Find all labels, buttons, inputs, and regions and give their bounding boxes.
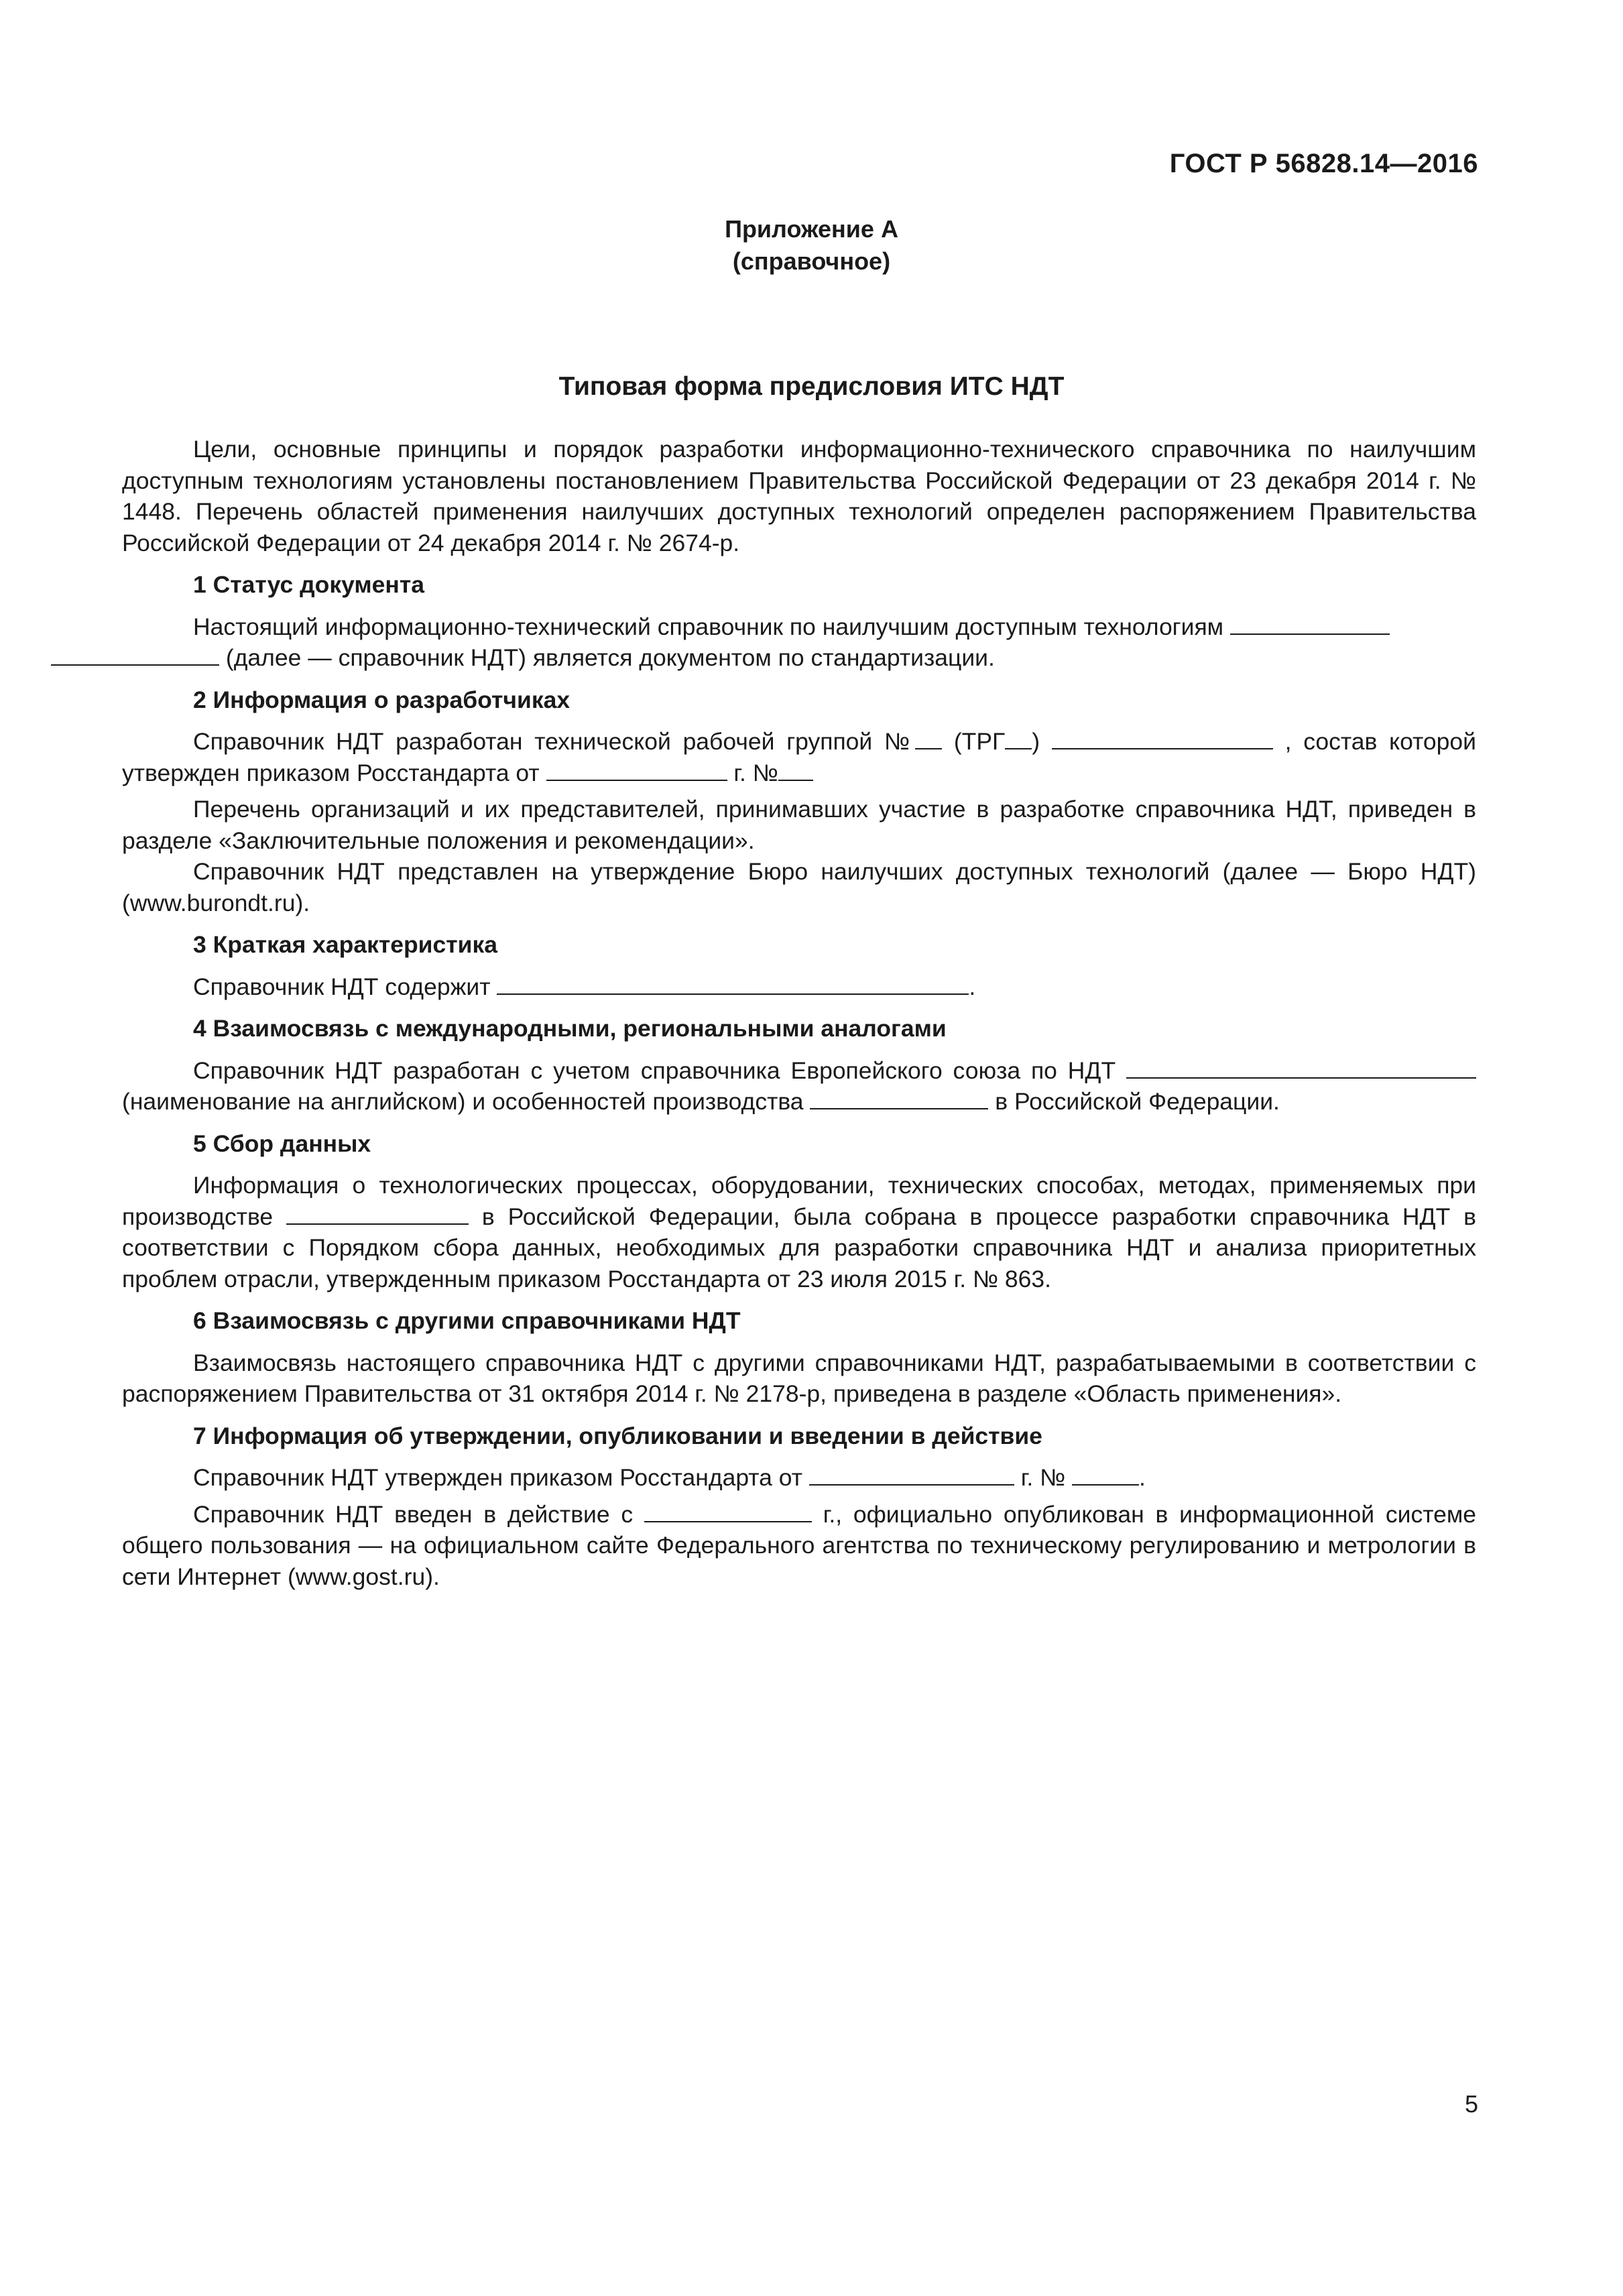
s5-text-b: в Российской Федерации, была собрана в процессе разработки справочника НДТ в соответствии с Порядком сбора данных, необходимых для разработки справочника НДТ и анализа приоритетных проблем отрасли, утвержденным приказом Росстандарта от 23 июля 2015 г. № 863.: [122, 1203, 1476, 1292]
section-3-heading: 3 Краткая характеристика: [193, 931, 497, 958]
s7-text-c: .: [1139, 1464, 1146, 1491]
section-7-paragraph-1: [122, 1462, 1476, 1494]
s4-text-c: в Российской Федерации.: [995, 1088, 1280, 1115]
blank-field: [51, 644, 219, 666]
section-1-paragraph: [122, 611, 1476, 674]
blank-field: [644, 1501, 812, 1522]
s1-text-b: [219, 644, 226, 671]
section-5-paragraph: [122, 1170, 1476, 1294]
s2-text-d: , состав которой утвержден приказом Росстандарта от: [122, 728, 1476, 786]
section-1-heading: 1 Статус документа: [193, 571, 424, 598]
s2-text-e: г. №: [733, 759, 778, 786]
s4-text-a: Справочник НДТ разработан с учетом справочника Европейского союза по НДТ: [193, 1056, 1116, 1084]
section-2-heading: 2 Информация о разработчиках: [193, 686, 570, 713]
blank-field: [1005, 728, 1032, 749]
standard-code: ГОСТ Р 56828.14—2016: [1169, 149, 1478, 178]
section-2-paragraph-3: Справочник НДТ представлен на утверждение Бюро наилучших доступных технологий (далее — Бюро НДТ) (www.burondt.ru).: [122, 858, 1476, 916]
s1-text-b-inner: (далее — справочник НДТ) является документом по стандартизации.: [225, 644, 995, 671]
s7-text-b: г. №: [1020, 1464, 1066, 1491]
blank-field: [1072, 1464, 1139, 1486]
document-body: [122, 434, 1476, 1592]
intro-paragraph: Цели, основные принципы и порядок разработки информационно-технического справочника по наилучшим доступным технологиям установлены постановлением Правительства Российской Федерации от 23 декабря 2014 г. № 1448. Перечень областей применения наилучших доступных технологий определен распоряжением Правительства Российской Федерации от 24 декабря 2014 г. № 2674-р.: [122, 436, 1476, 556]
section-2-paragraph-1: [122, 726, 1476, 788]
s7-text-e: г., официально опубликован в информационной системе общего пользования — на официальном сайте Федерального агентства по техническому регулированию и метрологии в сети Интернет (www.gost.ru).: [122, 1500, 1476, 1590]
s2-text-b: (ТРГ: [953, 728, 1006, 755]
section-7-heading: 7 Информация об утверждении, опубликовании и введении в действие: [193, 1422, 1042, 1449]
blank-field: [809, 1464, 1014, 1486]
s4-text-b: (наименование на английском) и особенностей производства: [122, 1088, 804, 1115]
s5-text-a: Информация о технологических процессах, оборудовании, технических способах, методах, применяемых при производстве: [122, 1172, 1476, 1230]
s3-text-b: .: [969, 973, 976, 1000]
section-6-heading: 6 Взаимосвязь с другими справочниками НДТ: [193, 1307, 741, 1334]
blank-field: [810, 1088, 988, 1109]
blank-field: [497, 973, 969, 995]
section-5-heading: 5 Сбор данных: [193, 1130, 371, 1157]
blank-field: [1052, 728, 1273, 749]
s2-text-c: ): [1032, 728, 1040, 755]
section-3-paragraph: [122, 971, 1476, 1003]
appendix-label: Приложение А: [725, 215, 898, 243]
blank-field: [915, 728, 942, 749]
blank-field: [778, 760, 813, 781]
s2-text-a: Справочник НДТ разработан технической рабочей группой №: [193, 728, 916, 755]
blank-field: [1230, 613, 1390, 635]
appendix-heading: [0, 213, 1623, 278]
appendix-note: (справочное): [732, 247, 891, 275]
s7-text-d: Справочник НДТ введен в действие с: [193, 1500, 634, 1528]
section-2-paragraph-2: Перечень организаций и их представителей, принимавших участие в разработке справочника НДТ, приведен в разделе «Заключительные положения и рекомендации».: [122, 796, 1476, 854]
blank-field: [546, 760, 727, 781]
section-6-paragraph: Взаимосвязь настоящего справочника НДТ с другими справочниками НДТ, разрабатываемыми в соответствии с распоряжением Правительства от 31 октября 2014 г. № 2178-р, приведена в разделе «Область применения».: [122, 1349, 1476, 1407]
document-title: Типовая форма предисловия ИТС НДТ: [558, 372, 1065, 401]
s3-text-a: Справочник НДТ содержит: [193, 973, 491, 1000]
section-4-heading: 4 Взаимосвязь с международными, региональными аналогами: [193, 1015, 947, 1042]
blank-field: [286, 1203, 469, 1225]
page-number: 5: [1464, 2090, 1478, 2118]
blank-field: [1126, 1057, 1476, 1079]
s7-text-a: Справочник НДТ утвержден приказом Росстандарта от: [193, 1464, 802, 1491]
section-4-paragraph: [122, 1055, 1476, 1117]
section-7-paragraph-2: [122, 1499, 1476, 1593]
s1-text-a: Настоящий информационно-технический справочник по наилучшим доступным технологиям: [193, 613, 1224, 640]
